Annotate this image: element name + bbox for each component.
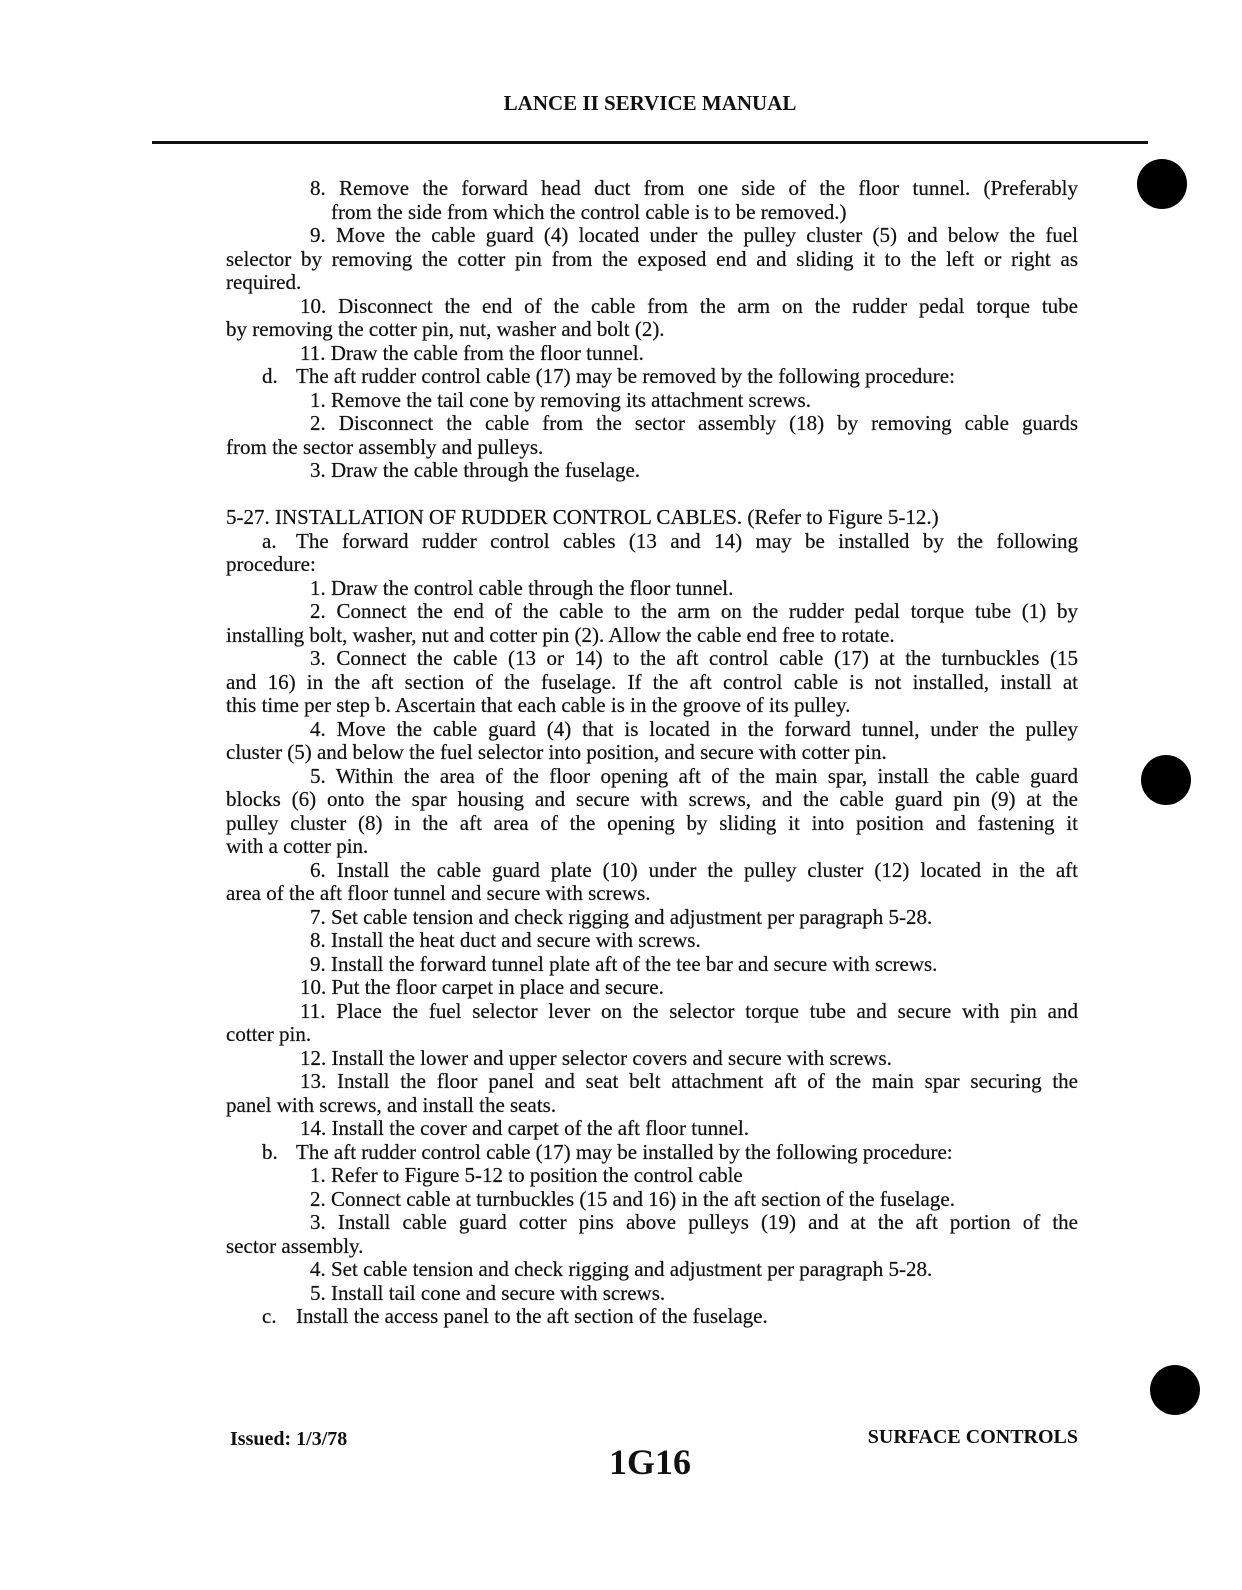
text-line: 8. Install the heat duct and secure with screws.	[310, 928, 701, 952]
text-line: The aft rudder control cable (17) may be removed by the following procedure:	[296, 364, 955, 388]
text-line: 6. Install the cable guard plate (10) under the pulley cluster (12) located in the aft	[310, 857, 1078, 882]
removal-d-step-1	[226, 389, 1078, 413]
text-line: 7. Set cable tension and check rigging and adjustment per paragraph 5-28.	[310, 904, 933, 929]
text-line: 1. Refer to Figure 5-12 to position the control cable	[310, 1163, 743, 1187]
install-a-step-12	[226, 1047, 1078, 1071]
text-line: installing bolt, washer, nut and cotter pin (2). Allow the cable end free to rotate.	[226, 622, 895, 647]
install-b-step-2	[226, 1188, 1078, 1212]
text-line: panel with screws, and install the seats.	[226, 1092, 557, 1117]
text-line: 5. Within the area of the floor opening aft of the main spar, install the cable guard	[310, 763, 1078, 788]
text-line: 14. Install the cover and carpet of the aft floor tunnel.	[300, 1116, 749, 1140]
text-line: blocks (6) onto the spar housing and secure with screws, and the cable guard pin (9) at the	[226, 787, 1078, 811]
install-substep-a	[226, 530, 1078, 577]
install-a-step-7	[226, 906, 1078, 930]
header-rule	[152, 141, 1148, 144]
text-line: 3. Install cable guard cotter pins above pulleys (19) and at the aft portion of the	[310, 1210, 1078, 1234]
install-a-step-1	[226, 577, 1078, 601]
text-line: 11. Draw the cable from the floor tunnel.	[300, 340, 644, 365]
text-line: 9. Move the cable guard (4) located under the pulley cluster (5) and below the fuel	[310, 223, 1078, 247]
removal-d-step-2	[226, 412, 1078, 459]
install-a-step-14	[226, 1117, 1078, 1141]
page-body	[226, 177, 1078, 1329]
text-line: 5. Install tail cone and secure with screws.	[310, 1280, 666, 1305]
install-a-step-11	[226, 1000, 1078, 1047]
text-line: 9. Install the forward tunnel plate aft of the tee bar and secure with screws.	[310, 951, 938, 976]
text-line: sector assembly.	[226, 1233, 364, 1258]
list-label: b.	[262, 1139, 278, 1164]
punch-hole-top	[1137, 159, 1187, 209]
page-code: 1G16	[608, 1442, 691, 1482]
text-line: cotter pin.	[226, 1022, 312, 1046]
section-gap	[226, 483, 1078, 507]
install-b-step-4	[226, 1258, 1078, 1282]
list-label: c.	[262, 1304, 277, 1328]
install-a-step-4	[226, 718, 1078, 765]
section-heading-5-27: 5-27. INSTALLATION OF RUDDER CONTROL CABLES. (Refer to Figure 5-12.)	[226, 505, 939, 529]
install-b-step-5	[226, 1282, 1078, 1306]
text-line: 2. Connect cable at turnbuckles (15 and 16) in the aft section of the fuselage.	[310, 1186, 955, 1211]
text-line: from the sector assembly and pulleys.	[226, 434, 544, 459]
text-line: 8. Remove the forward head duct from one side of the floor tunnel. (Preferably	[310, 176, 1078, 200]
text-line: 3. Connect the cable (13 or 14) to the aft control cable (17) at the turnbuckles (15	[310, 646, 1078, 670]
text-line: this time per step b. Ascertain that each cable is in the groove of its pulley.	[226, 693, 851, 717]
removal-step-11	[226, 342, 1078, 366]
install-a-step-2	[226, 600, 1078, 647]
text-line: 4. Set cable tension and check rigging and adjustment per paragraph 5-28.	[310, 1257, 933, 1281]
install-a-step-9	[226, 953, 1078, 977]
text-line: cluster (5) and below the fuel selector into position, and secure with cotter pin.	[226, 740, 887, 764]
text-line: 10. Disconnect the end of the cable from the arm on the rudder pedal torque tube	[300, 293, 1078, 318]
removal-step-10	[226, 295, 1078, 342]
text-line: The aft rudder control cable (17) may be installed by the following procedure:	[296, 1139, 953, 1164]
text-line: 12. Install the lower and upper selector covers and secure with screws.	[300, 1045, 892, 1070]
text-line: from the side from which the control cable is to be removed.)	[331, 199, 847, 224]
text-line: 13. Install the floor panel and seat belt attachment aft of the main spar securing the	[300, 1069, 1078, 1093]
text-line: procedure:	[226, 552, 316, 576]
text-line: 11. Place the fuel selector lever on the selector torque tube and secure with pin and	[300, 998, 1078, 1023]
page-header: LANCE II SERVICE MANUAL	[503, 91, 797, 115]
text-line: 2. Connect the end of the cable to the arm on the rudder pedal torque tube (1) by	[310, 599, 1078, 623]
text-line: Install the access panel to the aft section of the fuselage.	[296, 1304, 768, 1328]
install-b-step-3	[226, 1211, 1078, 1258]
install-a-step-8	[226, 929, 1078, 953]
list-label: d.	[262, 364, 278, 388]
install-substep-b	[226, 1141, 1078, 1165]
text-line: 1. Remove the tail cone by removing its attachment screws.	[310, 387, 811, 412]
removal-substep-d	[226, 365, 1078, 389]
list-label: a.	[262, 528, 277, 553]
install-substep-c	[226, 1305, 1078, 1329]
punch-hole-middle	[1141, 755, 1191, 805]
install-a-step-3	[226, 647, 1078, 718]
text-line: 4. Move the cable guard (4) that is located in the forward tunnel, under the pulley	[310, 716, 1078, 741]
install-a-step-10	[226, 976, 1078, 1000]
text-line: selector by removing the cotter pin from the exposed end and sliding it to the left or right as	[226, 246, 1078, 271]
text-line: by removing the cotter pin, nut, washer and bolt (2).	[226, 317, 665, 341]
text-line: required.	[226, 270, 302, 294]
labeled-line	[226, 530, 1078, 554]
punch-hole-bottom	[1150, 1365, 1200, 1415]
text-line: with a cotter pin.	[226, 834, 369, 858]
removal-d-step-3	[226, 459, 1078, 483]
text-line: 1. Draw the control cable through the floor tunnel.	[310, 575, 734, 600]
text-line: 10. Put the floor carpet in place and secure.	[300, 975, 664, 999]
text-line: pulley cluster (8) in the aft area of the opening by sliding it into position and fastening it	[226, 810, 1078, 835]
issued-date: Issued: 1/3/78	[230, 1428, 348, 1450]
text-line: 3. Draw the cable through the fuselage.	[310, 458, 641, 482]
install-a-step-13	[226, 1070, 1078, 1117]
install-a-step-5	[226, 765, 1078, 859]
text-line: area of the aft floor tunnel and secure with screws.	[226, 881, 651, 905]
removal-step-8	[226, 177, 1078, 224]
section-name: SURFACE CONTROLS	[867, 1426, 1078, 1448]
text-line: The forward rudder control cables (13 and 14) may be installed by the following	[296, 528, 1078, 553]
install-a-step-6	[226, 859, 1078, 906]
removal-step-9	[226, 224, 1078, 295]
install-b-step-1	[226, 1164, 1078, 1188]
text-line: and 16) in the aft section of the fuselage. If the aft control cable is not installed, install at	[226, 669, 1078, 694]
text-line: 2. Disconnect the cable from the sector assembly (18) by removing cable guards	[310, 411, 1078, 435]
